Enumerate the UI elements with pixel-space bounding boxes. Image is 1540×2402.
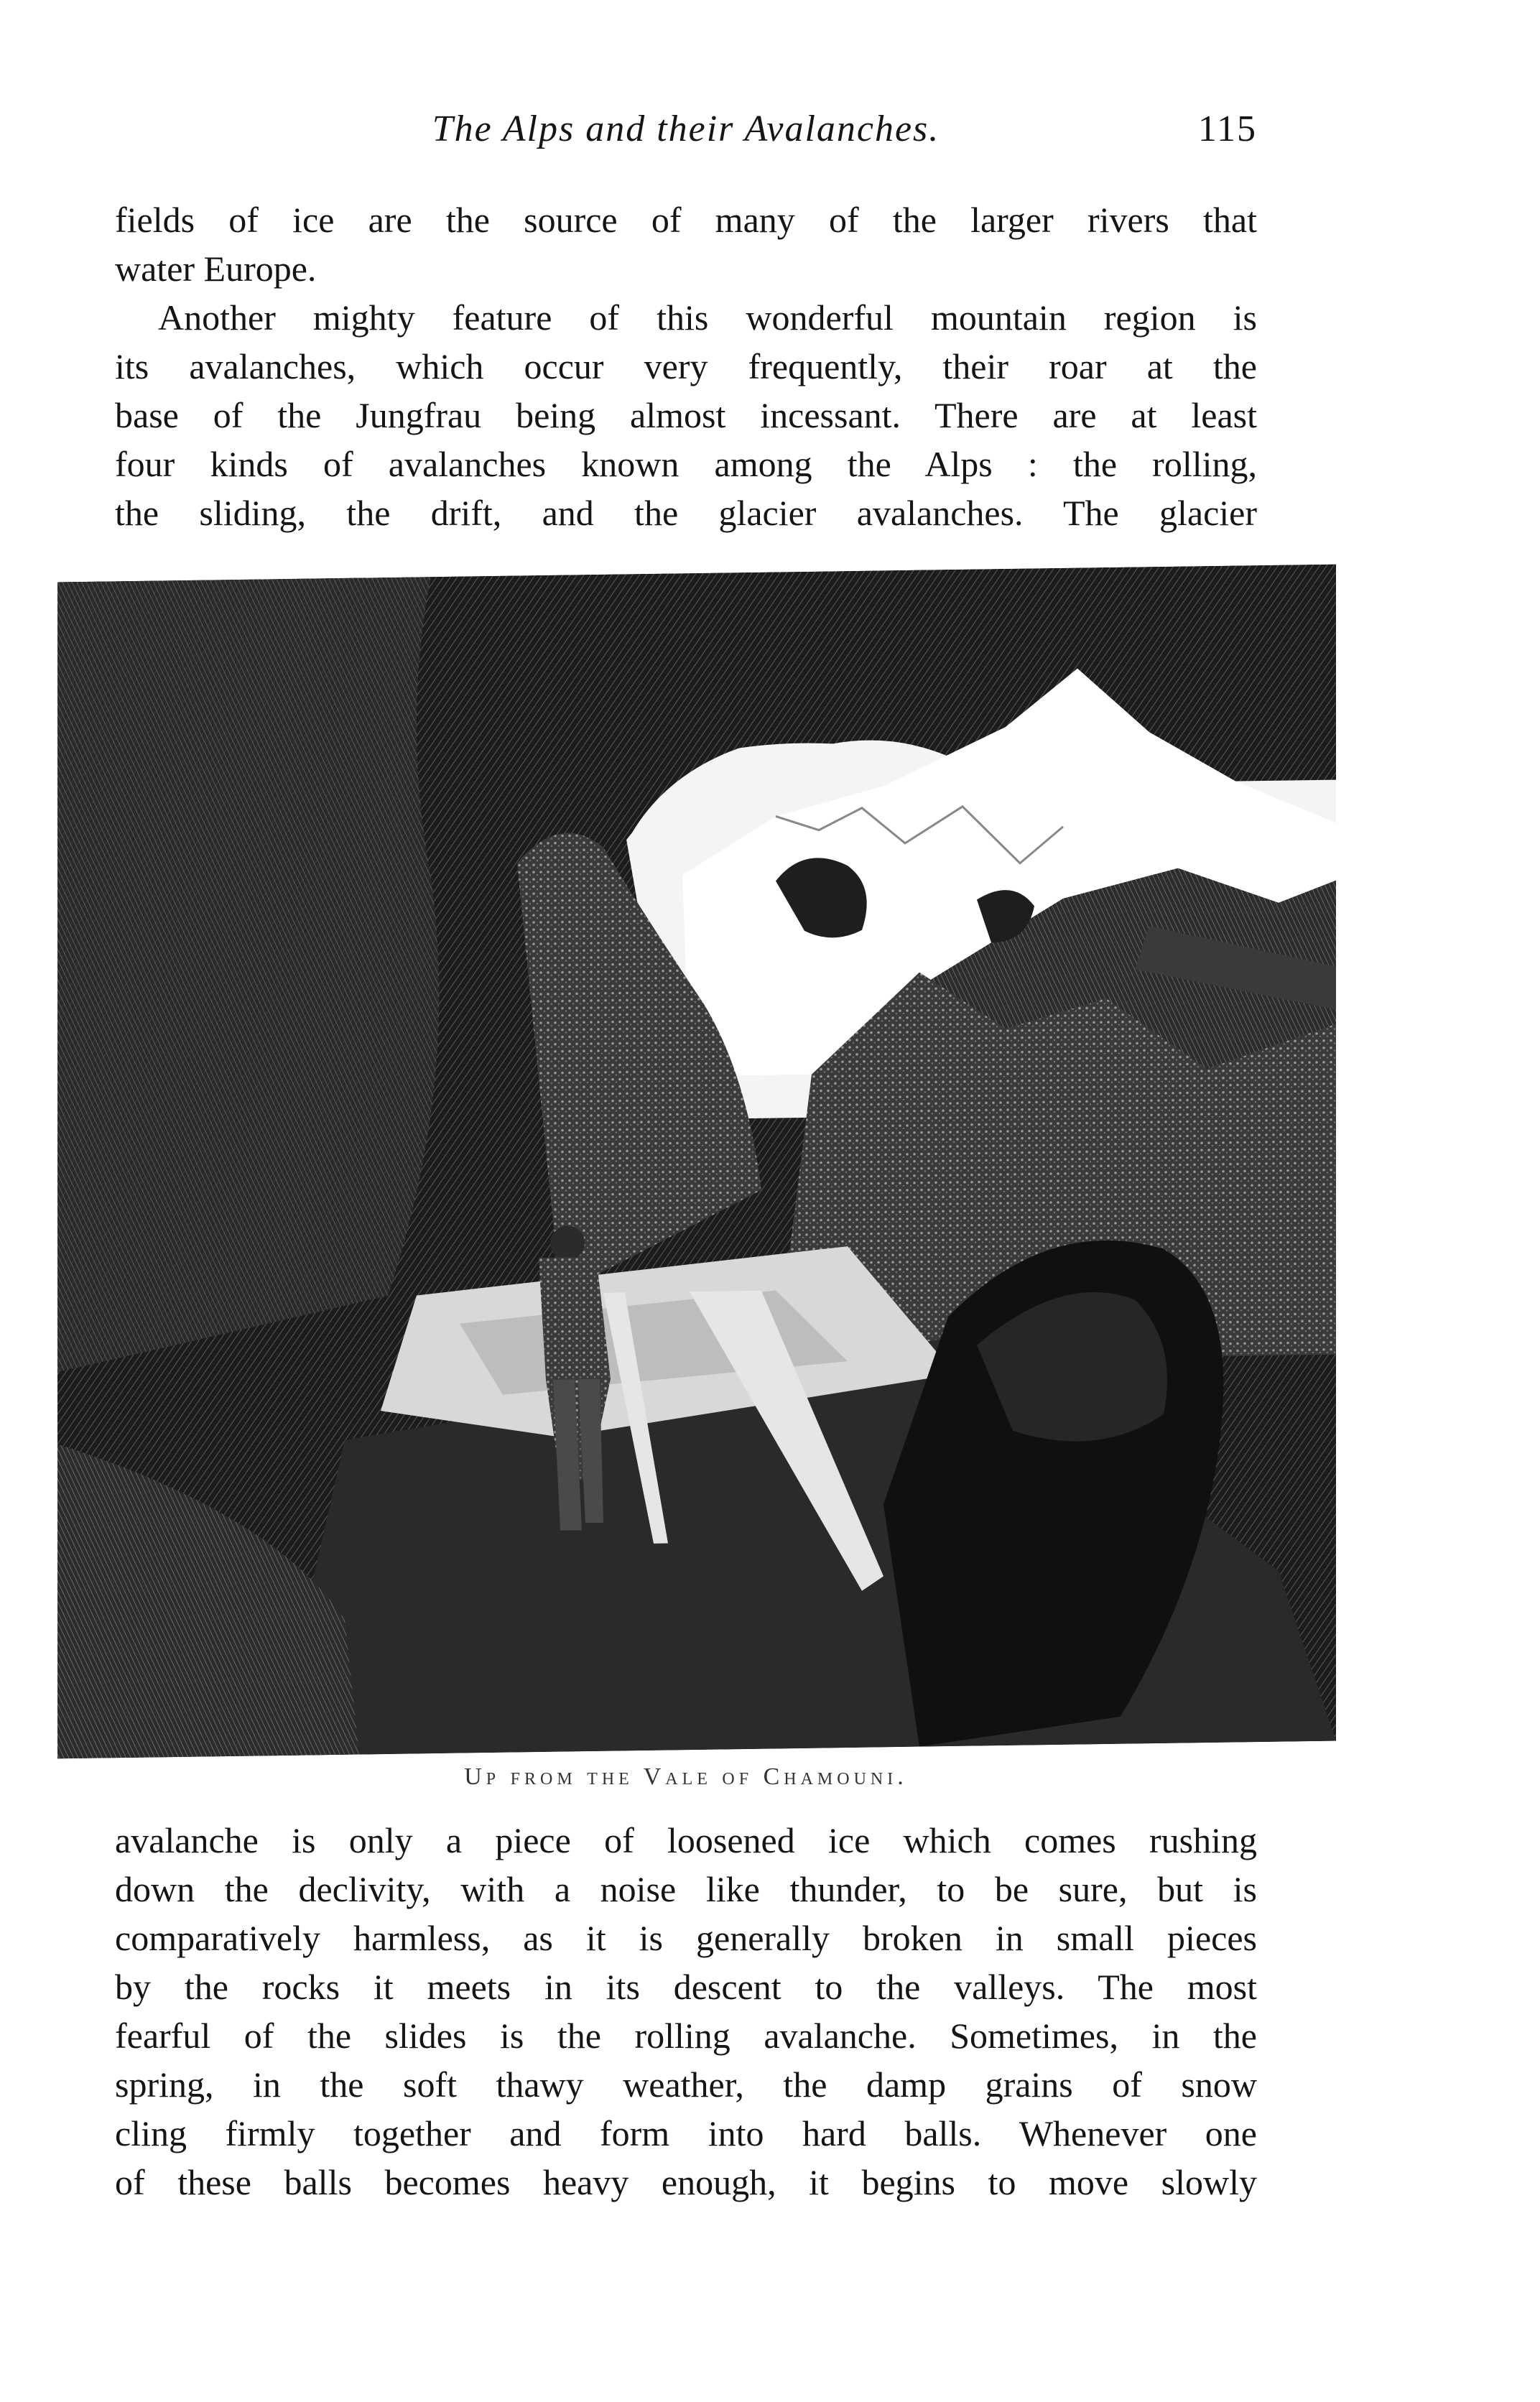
text-line: fearful of the slides is the rolling avalanche. Sometimes, in the [115, 2016, 1257, 2056]
text-line: avalanche is only a piece of loosened ice which comes rushing [115, 1820, 1257, 1860]
running-title: The Alps and their Avalanches. [432, 108, 940, 149]
text-line: water Europe. [115, 249, 317, 289]
page-header [115, 108, 1257, 172]
engraving-illustration [57, 565, 1336, 1759]
top-paragraph [115, 195, 1257, 537]
text-line: four kinds of avalanches known among the Alps : the rolling, [115, 444, 1257, 484]
text-line: Another mighty feature of this wonderful mountain region is [158, 297, 1257, 338]
text-line: spring, in the soft thawy weather, the damp grains of snow [115, 2064, 1257, 2105]
text-line: cling firmly together and form into hard balls. Whenever one [115, 2113, 1257, 2153]
text-line: comparatively harmless, as it is generally broken in small pieces [115, 1918, 1257, 1958]
text-line: by the rocks it meets in its descent to the valleys. The most [115, 1967, 1257, 2007]
text-line: of these balls becomes heavy enough, it begins to move slowly [115, 2162, 1257, 2202]
text-line: down the declivity, with a noise like thunder, to be sure, but is [115, 1869, 1257, 1909]
figure-caption: Up from the Vale of Chamouni. [464, 1763, 908, 1790]
text-line: its avalanches, which occur very frequently, their roar at the [115, 346, 1257, 386]
text-line: fields of ice are the source of many of the larger rivers that [115, 200, 1257, 240]
bottom-paragraph [115, 1816, 1257, 2207]
page-number: 115 [1197, 108, 1257, 149]
mountain-scene-image [57, 565, 1336, 1759]
text-line: base of the Jungfrau being almost incessant. There are at least [115, 395, 1257, 435]
text-line: the sliding, the drift, and the glacier avalanches. The glacier [115, 493, 1257, 533]
